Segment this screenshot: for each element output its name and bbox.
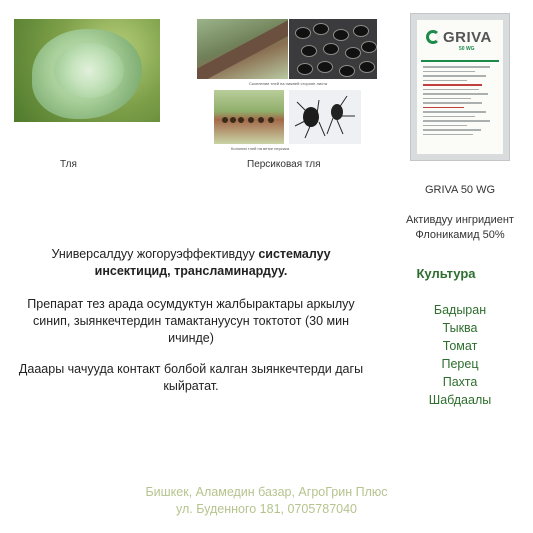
crop-item: Бадыран [433,303,487,317]
crop-item: Тыква [442,321,478,335]
product-name: GRIVA 50 WG [424,184,496,196]
crops-title: Культура [416,266,476,281]
aphid-macro-photo [289,90,361,144]
product-package-image: GRIVA 50 WG [410,13,510,161]
peach-aphid-label: Персиковая тля [247,159,321,170]
description-p1: Универсалдуу жогоруэффективдуу системалуу инсектицид, трансламинардуу. [51,247,331,278]
active-ingredient-label: Активдуу ингридиент [406,214,514,226]
footer-address-line2: ул. Буденного 181, 0705787040 [175,502,357,516]
peach-aphid-collage [197,19,377,151]
collage-caption-top: Скопление тлей на нижней стороне листа [249,81,328,86]
branch-photo [197,19,288,79]
crop-item: Перец [441,357,479,371]
description-p3: Дааары чачууда контакт болбой калган зыянкечтерди дагы кыйратат. [18,362,364,393]
aphid-cluster-photo [289,19,377,79]
crop-item: Пахта [442,375,478,389]
griva-logo: GRIVA [426,29,496,45]
active-ingredient-value: Флоникамид 50% [415,229,505,241]
branch-colony-photo [214,90,284,144]
crop-item: Шабдаалы [428,393,492,407]
collage-caption-bottom: Колонии тлей на ветке персика [231,146,290,151]
aphid-photo [14,19,160,122]
crops-list [395,301,525,409]
aphid-label: Тля [60,159,77,170]
description-p2: Препарат тез арада осумдуктун жалбырактары аркылуу синип, зыянкечтердин тамактануусун токтотот (30 мин ичинде) [27,297,355,345]
footer-address-line1: Бишкек, Аламедин базар, АгроГрин Плюс [145,485,388,499]
crop-item: Томат [442,339,478,353]
